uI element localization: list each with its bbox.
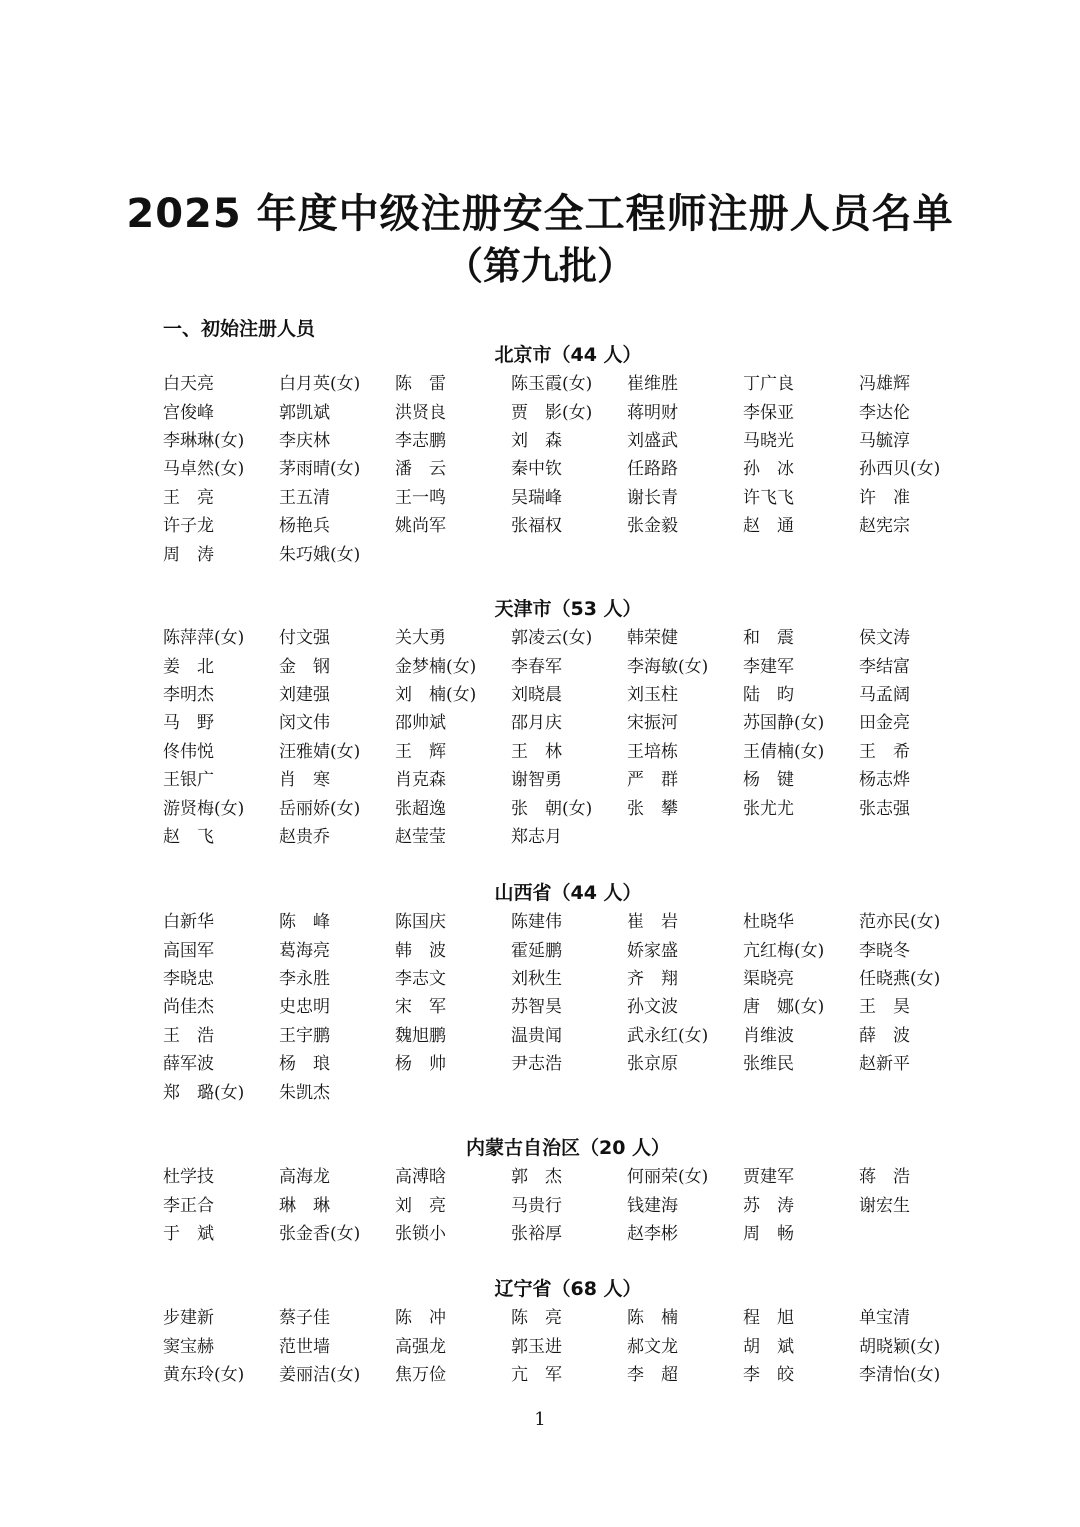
person-name: 陈 峰 <box>279 912 330 933</box>
person-name: 李春军 <box>511 656 562 677</box>
person-name: 秦中钦 <box>511 459 562 480</box>
person-name: 唐 娜(女) <box>743 997 825 1018</box>
person-name: 李达伦 <box>859 402 910 423</box>
person-name: 杜晓华 <box>743 912 794 933</box>
name-grid <box>163 908 973 1107</box>
person-name: 张金毅 <box>627 516 678 537</box>
person-name: 汪雅婧(女) <box>279 741 361 762</box>
person-name: 张 攀 <box>627 798 678 819</box>
person-name: 陈 冲 <box>395 1308 446 1329</box>
person-name: 蒋 浩 <box>859 1167 910 1188</box>
person-name: 何丽荣(女) <box>627 1167 709 1188</box>
person-name: 韩荣健 <box>627 628 678 649</box>
person-name: 朱凯杰 <box>279 1082 330 1103</box>
name-grid <box>163 1163 973 1248</box>
person-name: 于 斌 <box>163 1223 214 1244</box>
person-name: 范世墙 <box>279 1336 330 1357</box>
person-name: 渠晓亮 <box>743 968 794 989</box>
person-name: 苏智昊 <box>511 997 562 1018</box>
person-name: 齐 翔 <box>627 968 678 989</box>
person-name: 杨 琅 <box>279 1054 330 1075</box>
person-name: 白天亮 <box>163 374 214 395</box>
person-name: 游贤梅(女) <box>163 798 245 819</box>
person-name: 霍延鹏 <box>511 940 562 961</box>
person-name: 马晓光 <box>743 430 794 451</box>
person-name: 姜 北 <box>163 656 214 677</box>
person-name: 潘 云 <box>395 459 446 480</box>
person-name: 许 准 <box>859 487 910 508</box>
person-name: 范亦民(女) <box>859 912 941 933</box>
person-name: 陈 亮 <box>511 1308 562 1329</box>
person-name: 郭 杰 <box>511 1167 562 1188</box>
person-name: 吴瑞峰 <box>511 487 562 508</box>
region-heading: 辽宁省（68 人） <box>494 1278 642 1300</box>
person-name: 郭凌云(女) <box>511 628 593 649</box>
section-heading: 一、初始注册人员 <box>163 318 316 340</box>
person-name: 马毓淳 <box>859 430 910 451</box>
person-name: 郑志月 <box>511 826 562 847</box>
person-name: 王 辉 <box>395 741 446 762</box>
person-name: 苏国静(女) <box>743 713 825 734</box>
person-name: 严 群 <box>627 770 678 791</box>
person-name: 王 林 <box>511 741 562 762</box>
person-name: 刘秋生 <box>511 968 562 989</box>
region-tianjin <box>163 596 973 851</box>
person-name: 王五清 <box>279 487 330 508</box>
person-name: 张尤尤 <box>743 798 794 819</box>
person-name: 焦万俭 <box>395 1364 446 1385</box>
person-name: 李建军 <box>743 656 794 677</box>
region-heading: 内蒙古自治区（20 人） <box>465 1137 671 1159</box>
person-name: 陈 楠 <box>627 1308 678 1329</box>
person-name: 史忠明 <box>279 997 330 1018</box>
person-name: 刘 森 <box>511 430 562 451</box>
person-name: 周 涛 <box>163 544 214 565</box>
person-name: 王 希 <box>859 741 910 762</box>
person-name: 关大勇 <box>395 628 446 649</box>
person-name: 谢智勇 <box>511 770 562 791</box>
person-name: 蔡子佳 <box>279 1308 330 1329</box>
person-name: 刘盛武 <box>627 430 678 451</box>
name-grid <box>163 370 973 569</box>
region-heading: 山西省（44 人） <box>494 882 642 904</box>
person-name: 侯文涛 <box>859 628 910 649</box>
name-grid <box>163 624 973 851</box>
person-name: 许子龙 <box>163 516 214 537</box>
person-name: 刘 楠(女) <box>395 684 477 705</box>
person-name: 王 昊 <box>859 997 910 1018</box>
person-name: 周 畅 <box>743 1223 794 1244</box>
person-name: 崔 岩 <box>627 912 678 933</box>
person-name: 李琳琳(女) <box>163 430 245 451</box>
person-name: 杨艳兵 <box>279 516 330 537</box>
person-name: 茅雨晴(女) <box>279 459 361 480</box>
person-name: 杨 键 <box>743 770 794 791</box>
person-name: 王银广 <box>163 770 214 791</box>
person-name: 张维民 <box>743 1054 794 1075</box>
person-name: 许飞飞 <box>743 487 794 508</box>
person-name: 亢红梅(女) <box>743 940 825 961</box>
region-beijing <box>163 342 973 569</box>
person-name: 单宝清 <box>859 1308 910 1329</box>
person-name: 杜学技 <box>163 1167 214 1188</box>
person-name: 郭凯斌 <box>279 402 330 423</box>
region-heading: 天津市（53 人） <box>494 598 642 620</box>
page-title: 2025 年度中级注册安全工程师注册人员名单 <box>126 191 954 237</box>
person-name: 孙 冰 <box>743 459 794 480</box>
person-name: 赵贵乔 <box>279 826 330 847</box>
person-name: 尹志浩 <box>511 1054 562 1075</box>
person-name: 李志鹏 <box>395 430 446 451</box>
person-name: 赵新平 <box>859 1054 910 1075</box>
person-name: 刘玉柱 <box>627 684 678 705</box>
person-name: 白月英(女) <box>279 374 361 395</box>
person-name: 任路路 <box>627 459 678 480</box>
person-name: 肖维波 <box>743 1025 794 1046</box>
person-name: 薛 波 <box>859 1025 910 1046</box>
person-name: 肖 寒 <box>279 770 330 791</box>
person-name: 丁广良 <box>743 374 794 395</box>
person-name: 赵李彬 <box>627 1223 678 1244</box>
person-name: 谢宏生 <box>859 1195 910 1216</box>
person-name: 窦宝赫 <box>163 1336 214 1357</box>
region-inner-mongolia <box>163 1135 973 1248</box>
person-name: 赵 通 <box>743 516 794 537</box>
person-name: 贾建军 <box>743 1167 794 1188</box>
person-name: 岳丽娇(女) <box>279 798 361 819</box>
person-name: 张锁小 <box>395 1223 446 1244</box>
person-name: 李晓忠 <box>163 968 214 989</box>
person-name: 李晓冬 <box>859 940 910 961</box>
region-shanxi <box>163 880 973 1107</box>
person-name: 亢 军 <box>511 1364 562 1385</box>
person-name: 刘晓晨 <box>511 684 562 705</box>
person-name: 尚佳杰 <box>163 997 214 1018</box>
person-name: 苏 涛 <box>743 1195 794 1216</box>
person-name: 步建新 <box>163 1308 214 1329</box>
person-name: 王培栋 <box>627 741 678 762</box>
person-name: 任晓燕(女) <box>859 968 941 989</box>
person-name: 张超逸 <box>395 798 446 819</box>
person-name: 高溥晗 <box>395 1167 446 1188</box>
person-name: 刘 亮 <box>395 1195 446 1216</box>
person-name: 姜丽洁(女) <box>279 1364 361 1385</box>
page-number: 1 <box>534 1409 546 1430</box>
person-name: 薛军波 <box>163 1054 214 1075</box>
person-name: 宫俊峰 <box>163 402 214 423</box>
person-name: 李清怡(女) <box>859 1364 941 1385</box>
person-name: 李明杰 <box>163 684 214 705</box>
person-name: 高国军 <box>163 940 214 961</box>
person-name: 张志强 <box>859 798 910 819</box>
person-name: 程 旭 <box>743 1308 794 1329</box>
person-name: 高强龙 <box>395 1336 446 1357</box>
person-name: 谢长青 <box>627 487 678 508</box>
person-name: 张金香(女) <box>279 1223 361 1244</box>
person-name: 李 皎 <box>743 1364 794 1385</box>
person-name: 郭玉进 <box>511 1336 562 1357</box>
person-name: 邵月庆 <box>511 713 562 734</box>
person-name: 赵宪宗 <box>859 516 910 537</box>
person-name: 张福权 <box>511 516 562 537</box>
person-name: 陈建伟 <box>511 912 562 933</box>
person-name: 魏旭鹏 <box>395 1025 446 1046</box>
person-name: 闵文伟 <box>279 713 330 734</box>
region-heading: 北京市（44 人） <box>494 344 642 366</box>
page-subtitle: （第九批） <box>444 244 635 288</box>
region-liaoning <box>163 1276 973 1389</box>
person-name: 付文强 <box>279 628 330 649</box>
person-name: 张京原 <box>627 1054 678 1075</box>
person-name: 胡 斌 <box>743 1336 794 1357</box>
person-name: 贾 影(女) <box>511 402 593 423</box>
person-name: 蒋明财 <box>627 402 678 423</box>
person-name: 高海龙 <box>279 1167 330 1188</box>
person-name: 朱巧娥(女) <box>279 544 361 565</box>
person-name: 杨志烨 <box>859 770 910 791</box>
person-name: 孙西贝(女) <box>859 459 941 480</box>
person-name: 王 浩 <box>163 1025 214 1046</box>
person-name: 崔维胜 <box>627 374 678 395</box>
person-name: 金 钢 <box>279 656 330 677</box>
person-name: 陈 雷 <box>395 374 446 395</box>
person-name: 马贵行 <box>511 1195 562 1216</box>
person-name: 郝文龙 <box>627 1336 678 1357</box>
person-name: 杨 帅 <box>395 1054 446 1075</box>
person-name: 王宇鹏 <box>279 1025 330 1046</box>
person-name: 李志文 <box>395 968 446 989</box>
person-name: 王倩楠(女) <box>743 741 825 762</box>
person-name: 洪贤良 <box>395 402 446 423</box>
person-name: 韩 波 <box>395 940 446 961</box>
person-name: 孙文波 <box>627 997 678 1018</box>
person-name: 佟伟悦 <box>163 741 214 762</box>
person-name: 马孟阔 <box>859 684 910 705</box>
person-name: 王 亮 <box>163 487 214 508</box>
person-name: 姚尚军 <box>395 516 446 537</box>
person-name: 黄东玲(女) <box>163 1364 245 1385</box>
person-name: 琳 琳 <box>279 1195 330 1216</box>
person-name: 宋 军 <box>395 997 446 1018</box>
person-name: 田金亮 <box>859 713 910 734</box>
person-name: 陈玉霞(女) <box>511 374 593 395</box>
person-name: 郑 璐(女) <box>163 1082 245 1103</box>
person-name: 陆 昀 <box>743 684 794 705</box>
person-name: 马 野 <box>163 713 214 734</box>
person-name: 李结富 <box>859 656 910 677</box>
person-name: 钱建海 <box>627 1195 678 1216</box>
person-name: 王一鸣 <box>395 487 446 508</box>
person-name: 胡晓颖(女) <box>859 1336 941 1357</box>
person-name: 刘建强 <box>279 684 330 705</box>
person-name: 肖克森 <box>395 770 446 791</box>
person-name: 李 超 <box>627 1364 678 1385</box>
person-name: 李庆林 <box>279 430 330 451</box>
person-name: 武永红(女) <box>627 1025 709 1046</box>
person-name: 金梦楠(女) <box>395 656 477 677</box>
person-name: 陈萍萍(女) <box>163 628 245 649</box>
person-name: 冯雄辉 <box>859 374 910 395</box>
person-name: 和 震 <box>743 628 794 649</box>
person-name: 陈国庆 <box>395 912 446 933</box>
person-name: 娇家盛 <box>627 940 678 961</box>
name-grid <box>163 1304 973 1389</box>
person-name: 李永胜 <box>279 968 330 989</box>
person-name: 赵 飞 <box>163 826 214 847</box>
person-name: 李海敏(女) <box>627 656 709 677</box>
person-name: 张裕厚 <box>511 1223 562 1244</box>
person-name: 宋振河 <box>627 713 678 734</box>
person-name: 李正合 <box>163 1195 214 1216</box>
person-name: 赵莹莹 <box>395 826 446 847</box>
person-name: 张 朝(女) <box>511 798 593 819</box>
person-name: 李保亚 <box>743 402 794 423</box>
person-name: 邵帅斌 <box>395 713 446 734</box>
person-name: 温贵闻 <box>511 1025 562 1046</box>
person-name: 白新华 <box>163 912 214 933</box>
person-name: 葛海亮 <box>279 940 330 961</box>
person-name: 马卓然(女) <box>163 459 245 480</box>
